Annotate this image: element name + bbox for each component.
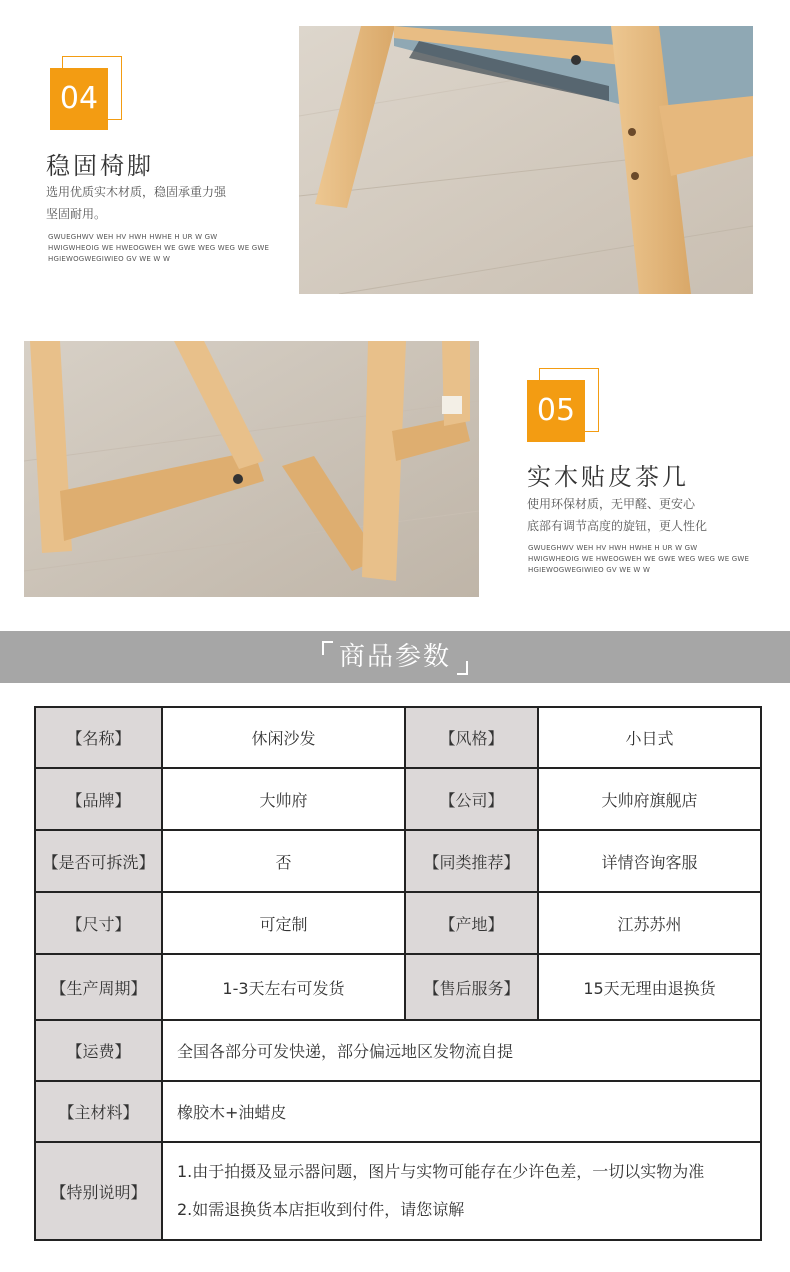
- feature-05-small-line: GWUEGHWV WEH HV HWH HWHE H UR W GW: [528, 544, 698, 552]
- param-label: 【特别说明】: [35, 1142, 162, 1240]
- table-legs-illustration: [24, 341, 479, 597]
- param-label: 【产地】: [405, 892, 538, 954]
- chair-leg-photo: [299, 26, 753, 294]
- feature-05-desc-line: 底部有调节高度的旋钮，更人性化: [527, 519, 708, 533]
- param-value: 15天无理由退换货: [538, 954, 761, 1020]
- param-value: 1-3天左右可发货: [162, 954, 405, 1020]
- table-row: [35, 1020, 761, 1081]
- param-value: 休闲沙发: [162, 707, 405, 768]
- feature-04-small-line: GWUEGHWV WEH HV HWH HWHE H UR W GW: [48, 233, 218, 241]
- param-label: 【是否可拆洗】: [35, 830, 162, 892]
- feature-05-small-line: HWIGWHEOIG WE HWEOGWEH WE GWE WEG WEG WE GWE: [528, 555, 750, 563]
- feature-05-small-line: HGIEWOGWEGIWIEO GV WE W W: [528, 566, 651, 574]
- feature-04-title: 稳固椅脚: [46, 152, 154, 180]
- material-value: 橡胶木+油蜡皮: [162, 1081, 761, 1142]
- bracket-bottom-right: [457, 661, 468, 675]
- badge-05: 05: [527, 380, 585, 442]
- table-row: [35, 707, 761, 768]
- feature-05-title: 实木贴皮茶几: [527, 463, 689, 491]
- param-label: 【公司】: [405, 768, 538, 830]
- param-label: 【同类推荐】: [405, 830, 538, 892]
- param-value: 小日式: [538, 707, 761, 768]
- param-label: 【尺寸】: [35, 892, 162, 954]
- note-line: 1.由于拍摄及显示器问题，图片与实物可能存在少许色差，一切以实物为准: [177, 1162, 705, 1181]
- notes-value: [162, 1142, 761, 1240]
- note-line: 2.如需退换货本店拒收到付件，请您谅解: [177, 1200, 465, 1219]
- table-row: [35, 830, 761, 892]
- feature-05-desc: [527, 493, 707, 537]
- param-label: 【品牌】: [35, 768, 162, 830]
- table-row: [35, 768, 761, 830]
- param-label: 【主材料】: [35, 1081, 162, 1142]
- param-label: 【名称】: [35, 707, 162, 768]
- param-value: 大帅府: [162, 768, 405, 830]
- table-row: [35, 1142, 761, 1240]
- param-value: 江苏苏州: [538, 892, 761, 954]
- feature-04-desc-line: 坚固耐用。: [46, 207, 107, 221]
- param-value: 否: [162, 830, 405, 892]
- section-title: 商品参数: [338, 642, 451, 672]
- shipping-value: 全国各部分可发快递，部分偏远地区发物流自提: [162, 1020, 761, 1081]
- table-row: [35, 954, 761, 1020]
- feature-05-desc-line: 使用环保材质，无甲醛、更安心: [527, 497, 696, 511]
- param-value: 可定制: [162, 892, 405, 954]
- table-row: [35, 892, 761, 954]
- table-row: [35, 1081, 761, 1142]
- param-label: 【售后服务】: [405, 954, 538, 1020]
- param-value: 大帅府旗舰店: [538, 768, 761, 830]
- feature-04-small-line: HGIEWOGWEGIWIEO GV WE W W: [48, 255, 171, 263]
- feature-04-small-line: HWIGWHEOIG WE HWEOGWEH WE GWE WEG WEG WE GWE: [48, 244, 270, 252]
- param-label: 【生产周期】: [35, 954, 162, 1020]
- feature-04-desc: [46, 181, 226, 225]
- table-legs-photo: [24, 341, 479, 597]
- param-value: 详情咨询客服: [538, 830, 761, 892]
- chair-leg-illustration: [299, 26, 753, 294]
- params-table: [34, 706, 762, 1241]
- feature-04-small-text: [48, 232, 269, 265]
- param-label: 【风格】: [405, 707, 538, 768]
- feature-04-desc-line: 选用优质实木材质，稳固承重力强: [46, 185, 227, 199]
- param-label: 【运费】: [35, 1020, 162, 1081]
- badge-04: 04: [50, 68, 108, 130]
- feature-05-small-text: [528, 543, 749, 576]
- section-header: [0, 631, 790, 683]
